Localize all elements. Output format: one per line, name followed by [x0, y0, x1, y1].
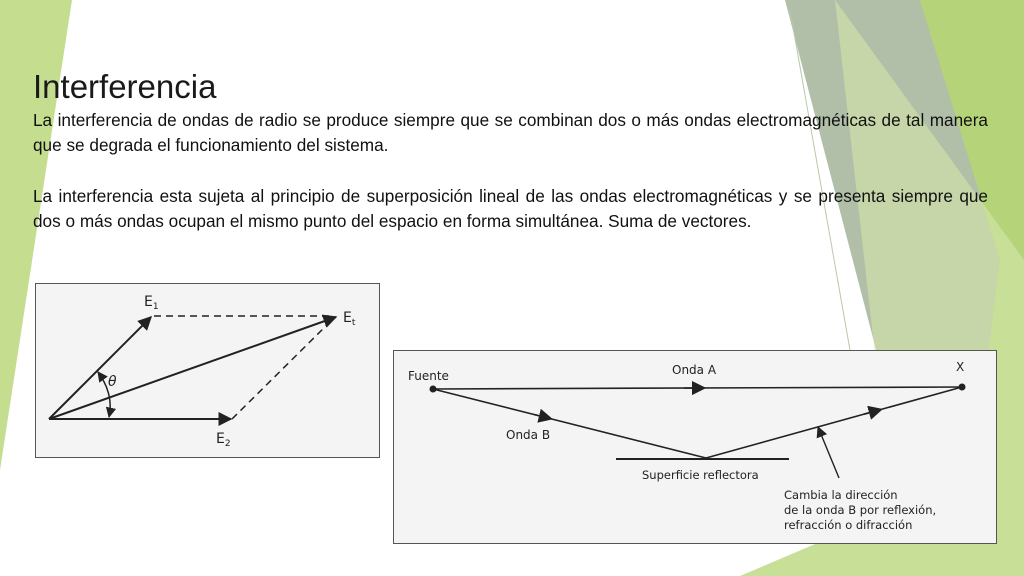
label-theta: θ: [108, 374, 117, 390]
vector-e1: [49, 317, 151, 419]
label-e1: $E_1$: [144, 294, 159, 312]
wave-b-incident: [433, 389, 706, 458]
reflection-diagram: [394, 351, 998, 545]
wave-b-reflected: [706, 387, 962, 458]
note-line-2: de la onda B por reflexión,: [784, 503, 937, 517]
label-surface: Superficie reflectora: [642, 468, 759, 482]
slide-title: Interferencia: [33, 68, 217, 105]
label-e2: $E_2$: [216, 431, 231, 449]
reflection-figure: [393, 350, 997, 544]
wave-b-reflected-arrow: [864, 411, 876, 414]
note-pointer: [818, 427, 839, 478]
label-wave-b: Onda B: [506, 428, 551, 442]
dashed-right: [232, 318, 334, 419]
vector-sum-figure: [35, 283, 380, 458]
vector-et: [49, 317, 336, 419]
label-et: $E_t$: [343, 310, 356, 328]
paragraph-definition: La interferencia de ondas de radio se produce siempre que se combinan dos o más ondas electromagnéticas de tal manera que se degrada el funcionamiento del sistema.: [33, 110, 988, 155]
wave-b-incident-arrow: [534, 415, 546, 418]
vector-sum-diagram: [36, 284, 381, 459]
label-source: Fuente: [408, 369, 449, 383]
note-line-1: Cambia la dirección: [784, 488, 898, 502]
paragraph-superposition: La interferencia esta sujeta al principio de superposición lineal de las ondas electromagnéticas y se presenta siempre que dos o más ondas ocupan el mismo punto del espacio en forma simultánea. Suma de vectores.: [33, 186, 988, 231]
note-line-3: refracción o difracción: [784, 518, 913, 532]
label-wave-a: Onda A: [672, 363, 717, 377]
label-destination: X: [956, 360, 965, 374]
